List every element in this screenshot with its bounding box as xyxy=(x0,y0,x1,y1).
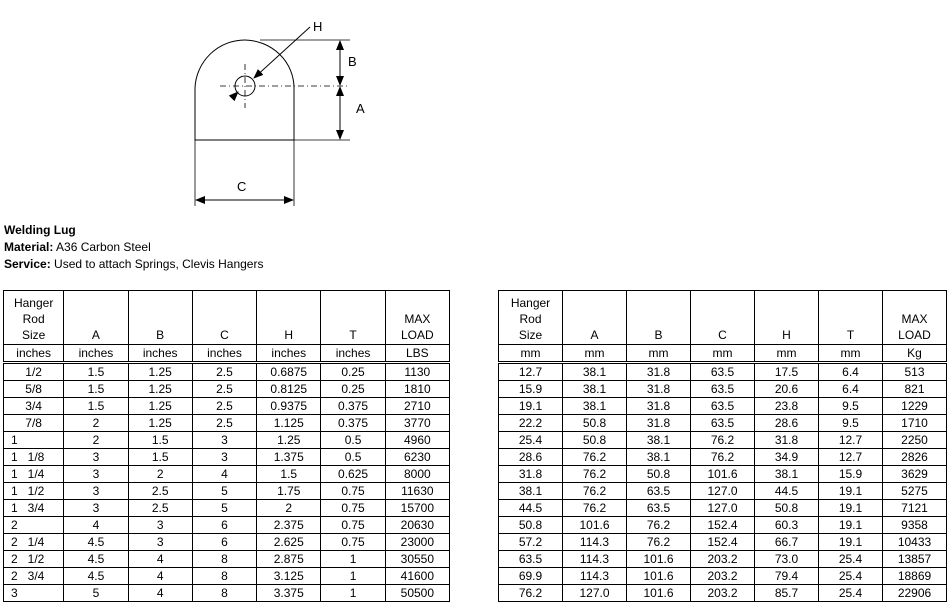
table-cell: 9.5 xyxy=(819,415,883,432)
table-cell: 114.3 xyxy=(563,551,627,568)
table-cell: 76.2 xyxy=(499,585,563,602)
table-cell: 1.5 xyxy=(64,381,128,398)
table-cell: 1.5 xyxy=(64,398,128,415)
table-cell: 38.1 xyxy=(563,381,627,398)
table-cell: 4 xyxy=(128,551,192,568)
imperial-header-row xyxy=(4,291,450,345)
table-cell: 38.1 xyxy=(627,449,691,466)
header-cell: Hanger Rod Size xyxy=(4,291,64,345)
table-cell: 203.2 xyxy=(691,585,755,602)
table-cell: 22.2 xyxy=(499,415,563,432)
table-row xyxy=(4,500,450,517)
table-cell: 513 xyxy=(883,363,947,381)
table-cell: 50.8 xyxy=(563,415,627,432)
table-cell: 101.6 xyxy=(627,568,691,585)
table-cell: 50.8 xyxy=(563,432,627,449)
material-line xyxy=(4,239,263,256)
header-cell: T xyxy=(819,291,883,345)
table-cell: 2 3/4 xyxy=(4,568,64,585)
table-cell: 31.8 xyxy=(755,432,819,449)
table-cell: 1.5 xyxy=(64,363,128,381)
table-cell: 2826 xyxy=(883,449,947,466)
table-cell: 20.6 xyxy=(755,381,819,398)
table-cell: 0.6875 xyxy=(257,363,321,381)
table-cell: 0.75 xyxy=(321,500,385,517)
table-cell: 44.5 xyxy=(499,500,563,517)
table-cell: 11630 xyxy=(385,483,449,500)
table-cell: 1 1/8 xyxy=(4,449,64,466)
table-cell: 2.625 xyxy=(257,534,321,551)
table-cell: 5 xyxy=(192,483,256,500)
lug-info xyxy=(4,222,263,273)
unit-cell: mm xyxy=(691,345,755,363)
table-cell: 3 xyxy=(4,585,64,602)
service-value: Used to attach Springs, Clevis Hangers xyxy=(50,257,264,271)
table-cell: 2.5 xyxy=(192,381,256,398)
table-row xyxy=(4,551,450,568)
table-cell: 50500 xyxy=(385,585,449,602)
table-cell: 4 xyxy=(128,585,192,602)
table-cell: 0.25 xyxy=(321,381,385,398)
table-cell: 1 xyxy=(321,585,385,602)
table-cell: 114.3 xyxy=(563,534,627,551)
header-cell: MAX LOAD xyxy=(883,291,947,345)
table-cell: 3629 xyxy=(883,466,947,483)
table-row xyxy=(499,585,947,602)
table-cell: 31.8 xyxy=(627,398,691,415)
table-cell: 15.9 xyxy=(499,381,563,398)
table-cell: 1.25 xyxy=(128,363,192,381)
unit-cell: inches xyxy=(64,345,128,363)
table-cell: 5 xyxy=(192,500,256,517)
table-cell: 3/4 xyxy=(4,398,64,415)
header-cell: A xyxy=(563,291,627,345)
table-cell: 3.125 xyxy=(257,568,321,585)
table-cell: 50.8 xyxy=(499,517,563,534)
table-row xyxy=(4,585,450,602)
table-cell: 31.8 xyxy=(627,415,691,432)
table-cell: 34.9 xyxy=(755,449,819,466)
metric-spec-table xyxy=(498,290,947,602)
table-cell: 19.1 xyxy=(819,500,883,517)
table-cell: 2.5 xyxy=(128,500,192,517)
unit-cell: inches xyxy=(128,345,192,363)
table-cell: 38.1 xyxy=(627,432,691,449)
table-row xyxy=(4,415,450,432)
table-row xyxy=(4,483,450,500)
table-cell: 0.8125 xyxy=(257,381,321,398)
table-cell: 1810 xyxy=(385,381,449,398)
table-cell: 203.2 xyxy=(691,551,755,568)
table-cell: 114.3 xyxy=(563,568,627,585)
table-row xyxy=(499,449,947,466)
table-cell: 152.4 xyxy=(691,534,755,551)
table-cell: 1.125 xyxy=(257,415,321,432)
table-cell: 2.5 xyxy=(192,415,256,432)
table-cell: 19.1 xyxy=(819,517,883,534)
table-row xyxy=(499,551,947,568)
unit-cell: mm xyxy=(627,345,691,363)
table-row xyxy=(499,466,947,483)
table-cell: 1 1/4 xyxy=(4,466,64,483)
table-cell: 1/2 xyxy=(4,363,64,381)
table-cell: 23000 xyxy=(385,534,449,551)
table-cell: 3 xyxy=(128,534,192,551)
table-cell: 30550 xyxy=(385,551,449,568)
table-cell: 38.1 xyxy=(563,398,627,415)
table-cell: 2 xyxy=(64,415,128,432)
table-cell: 25.4 xyxy=(819,585,883,602)
table-cell: 3 xyxy=(128,517,192,534)
table-row xyxy=(4,432,450,449)
table-cell: 2.5 xyxy=(128,483,192,500)
table-cell: 3 xyxy=(64,466,128,483)
table-cell: 2 xyxy=(128,466,192,483)
table-cell: 17.5 xyxy=(755,363,819,381)
material-value: A36 Carbon Steel xyxy=(53,240,151,254)
table-cell: 5275 xyxy=(883,483,947,500)
table-cell: 101.6 xyxy=(627,551,691,568)
table-cell: 15700 xyxy=(385,500,449,517)
metric-units-row xyxy=(499,345,947,363)
table-cell: 2 xyxy=(257,500,321,517)
table-cell: 1 xyxy=(321,568,385,585)
table-cell: 31.8 xyxy=(627,381,691,398)
header-cell: A xyxy=(64,291,128,345)
table-cell: 23.8 xyxy=(755,398,819,415)
table-row xyxy=(4,517,450,534)
table-cell: 4 xyxy=(128,568,192,585)
table-cell: 3770 xyxy=(385,415,449,432)
welding-lug-diagram xyxy=(0,0,480,215)
table-cell: 101.6 xyxy=(691,466,755,483)
table-cell: 3.375 xyxy=(257,585,321,602)
unit-cell: Kg xyxy=(883,345,947,363)
table-cell: 0.625 xyxy=(321,466,385,483)
table-cell: 3 xyxy=(192,432,256,449)
table-cell: 28.6 xyxy=(755,415,819,432)
metric-table-body xyxy=(499,291,947,602)
table-cell: 0.75 xyxy=(321,534,385,551)
table-cell: 6 xyxy=(192,517,256,534)
table-cell: 63.5 xyxy=(691,398,755,415)
table-cell: 2 xyxy=(64,432,128,449)
header-cell: B xyxy=(627,291,691,345)
table-cell: 85.7 xyxy=(755,585,819,602)
table-cell: 0.5 xyxy=(321,432,385,449)
table-cell: 50.8 xyxy=(627,466,691,483)
table-cell: 2.875 xyxy=(257,551,321,568)
table-cell: 66.7 xyxy=(755,534,819,551)
table-cell: 22906 xyxy=(883,585,947,602)
lug-title: Welding Lug xyxy=(4,223,76,237)
table-cell: 50.8 xyxy=(755,500,819,517)
table-cell: 13857 xyxy=(883,551,947,568)
header-cell: Hanger Rod Size xyxy=(499,291,563,345)
table-cell: 73.0 xyxy=(755,551,819,568)
table-cell: 63.5 xyxy=(691,415,755,432)
table-cell: 9.5 xyxy=(819,398,883,415)
table-cell: 63.5 xyxy=(627,483,691,500)
header-cell: H xyxy=(755,291,819,345)
table-cell: 1.25 xyxy=(257,432,321,449)
table-cell: 0.25 xyxy=(321,363,385,381)
table-cell: 127.0 xyxy=(691,483,755,500)
table-cell: 7121 xyxy=(883,500,947,517)
table-row xyxy=(499,534,947,551)
table-cell: 63.5 xyxy=(691,381,755,398)
table-cell: 101.6 xyxy=(627,585,691,602)
table-cell: 4.5 xyxy=(64,568,128,585)
table-cell: 3 xyxy=(192,449,256,466)
table-cell: 4.5 xyxy=(64,534,128,551)
table-cell: 8 xyxy=(192,585,256,602)
table-row xyxy=(499,381,947,398)
unit-cell: mm xyxy=(563,345,627,363)
table-cell: 4960 xyxy=(385,432,449,449)
table-cell: 8000 xyxy=(385,466,449,483)
table-cell: 6.4 xyxy=(819,363,883,381)
table-row xyxy=(4,568,450,585)
table-cell: 0.75 xyxy=(321,517,385,534)
table-cell: 76.2 xyxy=(563,449,627,466)
table-row xyxy=(499,363,947,381)
table-cell: 57.2 xyxy=(499,534,563,551)
table-cell: 25.4 xyxy=(819,551,883,568)
table-cell: 0.9375 xyxy=(257,398,321,415)
table-cell: 3 xyxy=(64,449,128,466)
table-cell: 63.5 xyxy=(691,363,755,381)
table-row xyxy=(499,483,947,500)
label-h: H xyxy=(313,19,323,34)
table-cell: 7/8 xyxy=(4,415,64,432)
table-cell: 2250 xyxy=(883,432,947,449)
table-cell: 63.5 xyxy=(499,551,563,568)
header-cell: MAX LOAD xyxy=(385,291,449,345)
table-cell: 2.375 xyxy=(257,517,321,534)
table-row xyxy=(499,500,947,517)
table-cell: 31.8 xyxy=(499,466,563,483)
table-cell: 25.4 xyxy=(499,432,563,449)
table-row xyxy=(4,398,450,415)
table-cell: 79.4 xyxy=(755,568,819,585)
table-cell: 18869 xyxy=(883,568,947,585)
table-cell: 12.7 xyxy=(819,432,883,449)
table-cell: 12.7 xyxy=(819,449,883,466)
table-cell: 1.25 xyxy=(128,398,192,415)
table-cell: 1710 xyxy=(883,415,947,432)
table-cell: 1.5 xyxy=(128,432,192,449)
table-cell: 8 xyxy=(192,551,256,568)
table-cell: 28.6 xyxy=(499,449,563,466)
table-cell: 152.4 xyxy=(691,517,755,534)
table-cell: 0.75 xyxy=(321,483,385,500)
table-cell: 20630 xyxy=(385,517,449,534)
table-cell: 44.5 xyxy=(755,483,819,500)
table-cell: 0.5 xyxy=(321,449,385,466)
table-cell: 1.5 xyxy=(257,466,321,483)
table-cell: 60.3 xyxy=(755,517,819,534)
table-cell: 1 1/2 xyxy=(4,483,64,500)
service-key: Service: xyxy=(4,257,51,271)
table-cell: 0.375 xyxy=(321,415,385,432)
table-cell: 1.75 xyxy=(257,483,321,500)
table-row xyxy=(4,534,450,551)
table-cell: 38.1 xyxy=(755,466,819,483)
table-cell: 38.1 xyxy=(499,483,563,500)
table-cell: 12.7 xyxy=(499,363,563,381)
table-cell: 0.375 xyxy=(321,398,385,415)
unit-cell: inches xyxy=(192,345,256,363)
table-cell: 6.4 xyxy=(819,381,883,398)
table-cell: 2.5 xyxy=(192,363,256,381)
table-cell: 127.0 xyxy=(563,585,627,602)
table-row xyxy=(4,449,450,466)
table-cell: 1.25 xyxy=(128,381,192,398)
table-row xyxy=(499,517,947,534)
unit-cell: inches xyxy=(257,345,321,363)
table-cell: 19.1 xyxy=(499,398,563,415)
unit-cell: inches xyxy=(4,345,64,363)
table-cell: 15.9 xyxy=(819,466,883,483)
table-row xyxy=(499,415,947,432)
header-cell: T xyxy=(321,291,385,345)
unit-cell: LBS xyxy=(385,345,449,363)
table-cell: 2 1/2 xyxy=(4,551,64,568)
table-cell: 6 xyxy=(192,534,256,551)
table-cell: 76.2 xyxy=(563,466,627,483)
table-cell: 2 1/4 xyxy=(4,534,64,551)
table-cell: 101.6 xyxy=(563,517,627,534)
unit-cell: mm xyxy=(499,345,563,363)
label-c: C xyxy=(237,179,247,194)
table-cell: 4 xyxy=(192,466,256,483)
table-cell: 3 xyxy=(64,483,128,500)
material-key: Material: xyxy=(4,240,54,254)
unit-cell: mm xyxy=(755,345,819,363)
table-cell: 41600 xyxy=(385,568,449,585)
table-cell: 2.5 xyxy=(192,398,256,415)
imperial-table-body xyxy=(4,291,450,602)
table-cell: 10433 xyxy=(883,534,947,551)
imperial-units-row xyxy=(4,345,450,363)
table-row xyxy=(4,363,450,381)
table-cell: 1.375 xyxy=(257,449,321,466)
table-cell: 127.0 xyxy=(691,500,755,517)
unit-cell: mm xyxy=(819,345,883,363)
table-cell: 76.2 xyxy=(627,534,691,551)
table-cell: 1130 xyxy=(385,363,449,381)
table-cell: 19.1 xyxy=(819,483,883,500)
table-cell: 76.2 xyxy=(691,449,755,466)
table-cell: 9358 xyxy=(883,517,947,534)
unit-cell: inches xyxy=(321,345,385,363)
table-cell: 38.1 xyxy=(563,363,627,381)
table-cell: 5/8 xyxy=(4,381,64,398)
header-cell: B xyxy=(128,291,192,345)
table-cell: 76.2 xyxy=(627,517,691,534)
table-cell: 4.5 xyxy=(64,551,128,568)
table-cell: 19.1 xyxy=(819,534,883,551)
table-row xyxy=(4,466,450,483)
table-row xyxy=(499,398,947,415)
service-line xyxy=(4,256,263,273)
table-cell: 76.2 xyxy=(563,500,627,517)
table-cell: 8 xyxy=(192,568,256,585)
table-row xyxy=(4,381,450,398)
table-cell: 2 xyxy=(4,517,64,534)
table-cell: 5 xyxy=(64,585,128,602)
table-cell: 31.8 xyxy=(627,363,691,381)
label-b: B xyxy=(348,54,357,69)
table-cell: 25.4 xyxy=(819,568,883,585)
table-cell: 1 xyxy=(4,432,64,449)
table-cell: 1 3/4 xyxy=(4,500,64,517)
table-cell: 1.25 xyxy=(128,415,192,432)
table-cell: 4 xyxy=(64,517,128,534)
table-cell: 63.5 xyxy=(627,500,691,517)
table-cell: 1 xyxy=(321,551,385,568)
table-cell: 203.2 xyxy=(691,568,755,585)
table-cell: 3 xyxy=(64,500,128,517)
table-cell: 76.2 xyxy=(563,483,627,500)
table-cell: 1229 xyxy=(883,398,947,415)
metric-header-row xyxy=(499,291,947,345)
table-cell: 821 xyxy=(883,381,947,398)
table-cell: 1.5 xyxy=(128,449,192,466)
table-cell: 2710 xyxy=(385,398,449,415)
header-cell: C xyxy=(192,291,256,345)
table-row xyxy=(499,568,947,585)
label-a: A xyxy=(356,101,365,116)
table-cell: 69.9 xyxy=(499,568,563,585)
imperial-spec-table xyxy=(3,290,450,602)
header-cell: C xyxy=(691,291,755,345)
table-cell: 6230 xyxy=(385,449,449,466)
table-cell: 76.2 xyxy=(691,432,755,449)
table-row xyxy=(499,432,947,449)
header-cell: H xyxy=(257,291,321,345)
